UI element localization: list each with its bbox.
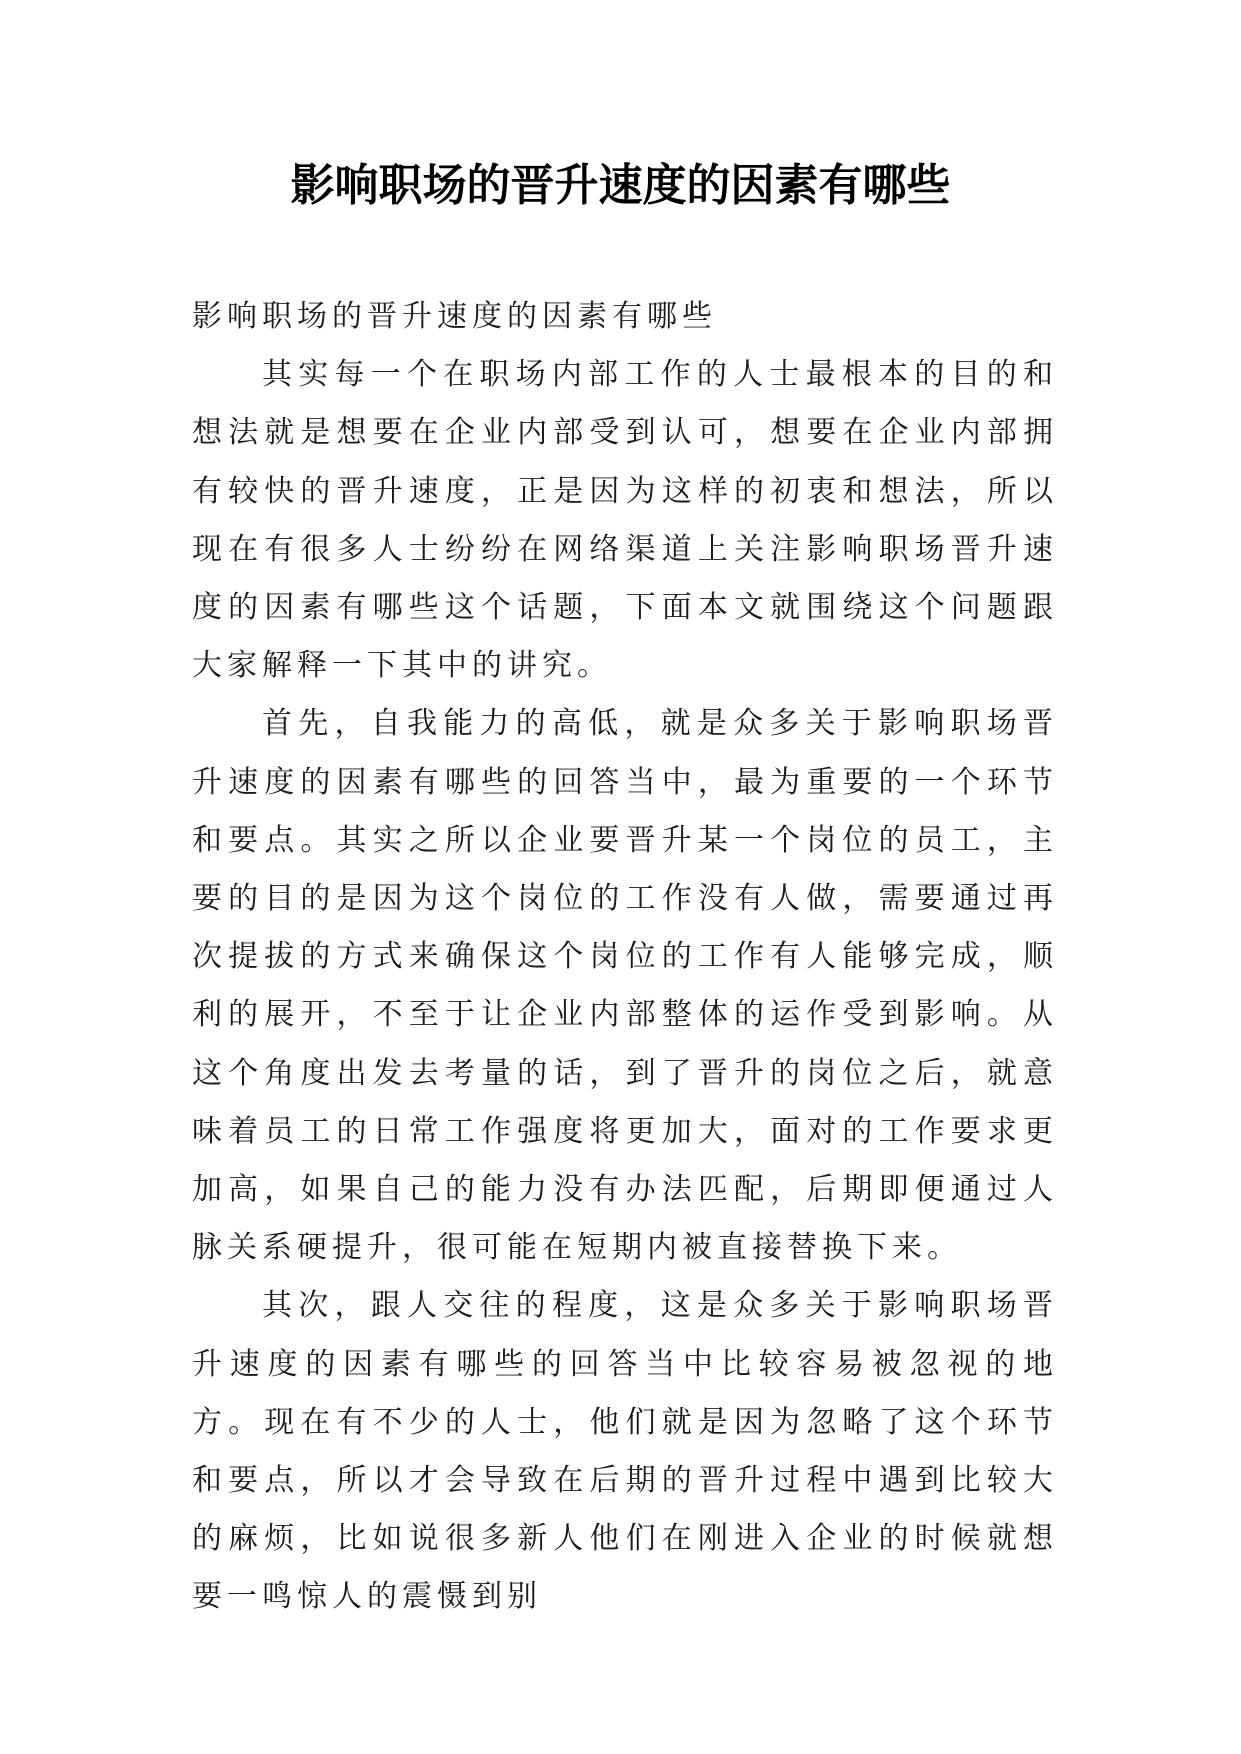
document-body (192, 288, 1058, 1627)
document-title: 影响职场的晋升速度的因素有哪些 (290, 160, 951, 211)
paragraph-first-point: 首先，自我能力的高低，就是众多关于影响职场晋升速度的因素有哪些的回答当中，最为重要的一个环节和要点。其实之所以企业要晋升某一个岗位的员工，主要的目的是因为这个岗位的工作没有人做，需要通过再次提拔的方式来确保这个岗位的工作有人能够完成，顺利的展开，不至于让企业内部整体的运作受到影响。从这个角度出发去考量的话，到了晋升的岗位之后，就意味着员工的日常工作强度将更加大，面对的工作要求更加高，如果自己的能力没有办法匹配，后期即便通过人脉关系硬提升，很可能在短期内被直接替换下来。 (192, 706, 1058, 1266)
paragraph-second-point: 其次，跟人交往的程度，这是众多关于影响职场晋升速度的因素有哪些的回答当中比较容易被忽视的地方。现在有不少的人士，他们就是因为忽略了这个环节和要点，所以才会导致在后期的晋升过程中遇到比较大的麻烦，比如说很多新人他们在刚进入企业的时候就想要一鸣惊人的震慑到别 (192, 1288, 1058, 1615)
paragraph-intro: 其实每一个在职场内部工作的人士最根本的目的和想法就是想要在企业内部受到认可，想要在企业内部拥有较快的晋升速度，正是因为这样的初衷和想法，所以现在有很多人士纷纷在网络渠道上关注影响职场晋升速度的因素有哪些这个话题，下面本文就围绕这个问题跟大家解释一下其中的讲究。 (192, 357, 1058, 684)
document-subtitle: 影响职场的晋升速度的因素有哪些 (192, 299, 717, 334)
